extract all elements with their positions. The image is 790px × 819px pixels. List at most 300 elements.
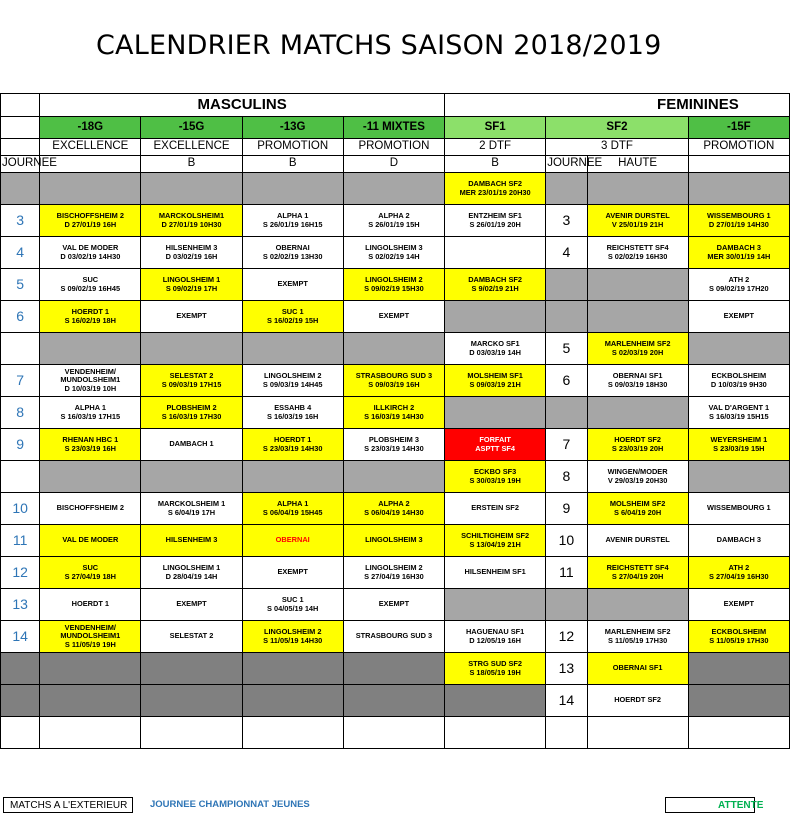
journee-number [546, 717, 587, 749]
match-date: S 18/05/19 19H [469, 667, 521, 677]
journee-row [1, 589, 790, 621]
match-cell [688, 717, 789, 749]
journee-number: 5 [1, 269, 40, 301]
match-cell [141, 493, 242, 525]
match-team: REICHSTETT SF4 [606, 562, 669, 572]
journee-number: 3 [1, 205, 40, 237]
team-header: -13G [242, 117, 343, 139]
match-cell [688, 429, 789, 461]
match-date: S 02/03/19 20H [611, 347, 664, 357]
match-team: HOERDT SF2 [614, 434, 662, 444]
match-date: S 23/03/19 15H [713, 443, 765, 453]
match-team: AVENIR DURSTEL [605, 210, 670, 220]
match-cell [343, 237, 444, 269]
match-team: ECKBO SF3 [473, 466, 517, 476]
match-team: HILSENHEIM 3 [165, 242, 218, 252]
match-team: SUC [82, 562, 99, 572]
match-date: S 09/02/19 15H30 [364, 283, 424, 293]
match-cell [343, 301, 444, 333]
page-title: CALENDRIER MATCHS SAISON 2018/2019 [96, 30, 662, 61]
match-cell [242, 525, 343, 557]
match-team: PLOBSHEIM 3 [368, 434, 419, 444]
match-cell [242, 621, 343, 653]
match-date: MER 30/01/19 14H [707, 251, 771, 261]
match-team: WISSEMBOURG 1 [707, 210, 771, 220]
match-date: S 16/03/19 14H30 [364, 411, 424, 421]
match-cell [587, 237, 688, 269]
match-team: ESSAHB 4 [274, 402, 312, 412]
match-cell [242, 333, 343, 365]
journee-row [1, 365, 790, 397]
match-date: S 09/03/19 21H [469, 379, 521, 389]
journee-number [546, 589, 587, 621]
match-team: VAL DE MODER [62, 242, 119, 252]
journee-number: 8 [546, 461, 587, 493]
match-team: FORFAIT [479, 434, 511, 444]
match-team: ATH 2 [728, 562, 750, 572]
match-cell [587, 525, 688, 557]
match-cell [40, 333, 141, 365]
match-cell [688, 493, 789, 525]
match-cell [141, 685, 242, 717]
match-cell [445, 237, 546, 269]
match-cell [242, 717, 343, 749]
match-cell [141, 621, 242, 653]
match-cell [587, 269, 688, 301]
journee-number: 12 [1, 557, 40, 589]
match-date: D 12/05/19 16H [469, 635, 522, 645]
match-cell [40, 301, 141, 333]
match-cell [40, 429, 141, 461]
match-team: SCHILTIGHEIM SF2 [461, 530, 530, 540]
match-team: ALPHA 2 [378, 210, 410, 220]
match-team: WISSEMBOURG 1 [707, 503, 771, 513]
journee-number: 8 [1, 397, 40, 429]
match-date: S 26/01/19 15H [368, 219, 420, 229]
match-cell [40, 653, 141, 685]
match-cell [587, 429, 688, 461]
match-team: EXEMPT [176, 311, 207, 321]
match-date: S 9/02/19 21H [471, 283, 519, 293]
match-date: S 23/03/19 16H [64, 443, 117, 453]
match-cell [587, 301, 688, 333]
match-team: ECKBOLSHEIM [711, 370, 767, 380]
match-cell [445, 365, 546, 397]
match-date: D 03/03/19 14H [469, 347, 522, 357]
match-team: REICHSTETT SF4 [606, 242, 669, 252]
match-cell [141, 429, 242, 461]
match-cell [242, 269, 343, 301]
match-cell [141, 365, 242, 397]
match-cell [40, 685, 141, 717]
match-cell [242, 653, 343, 685]
journee-number: 4 [1, 237, 40, 269]
team-header: -15G [141, 117, 242, 139]
match-team: OBERNAI [275, 242, 310, 252]
match-cell [445, 589, 546, 621]
match-cell [445, 173, 546, 205]
match-team: WINGEN/MODER [607, 466, 668, 476]
journee-row [1, 493, 790, 525]
match-team: EXEMPT [723, 311, 755, 321]
match-date: S 09/02/19 17H [165, 283, 218, 293]
match-cell [242, 685, 343, 717]
match-cell [587, 461, 688, 493]
section-header-row [1, 94, 790, 117]
journee-number: 5 [546, 333, 587, 365]
match-date: S 27/04/19 20H [611, 571, 664, 581]
match-cell [587, 557, 688, 589]
match-date: S 11/05/19 17H30 [608, 635, 668, 645]
match-cell [445, 461, 546, 493]
match-team: MOLSHEIM SF2 [609, 498, 666, 508]
match-cell [445, 205, 546, 237]
match-team: OBERNAI [275, 535, 310, 545]
match-cell [688, 589, 789, 621]
division-label: EXCELLENCE [40, 139, 141, 156]
match-date: V 29/03/19 20H30 [607, 475, 668, 485]
match-date: MER 23/01/19 20H30 [459, 187, 531, 197]
journee-row [1, 205, 790, 237]
match-cell [242, 301, 343, 333]
match-cell [40, 269, 141, 301]
match-date: S 16/02/19 18H [64, 315, 117, 325]
pool-label: B [242, 156, 343, 173]
journee-row [1, 525, 790, 557]
pool-label: HAUTE [587, 156, 688, 173]
match-cell [141, 173, 242, 205]
match-cell [688, 525, 789, 557]
match-team: RHENAN HBC 1 [62, 434, 119, 444]
match-team: HOERDT 1 [71, 599, 110, 609]
match-team: WEYERSHEIM 1 [710, 434, 768, 444]
match-cell [242, 429, 343, 461]
match-date: S 11/05/19 14H30 [263, 635, 323, 645]
match-cell [688, 301, 789, 333]
match-team: ENTZHEIM SF1 [468, 210, 522, 220]
journee-number [1, 461, 40, 493]
journee-number: 14 [546, 685, 587, 717]
match-cell [40, 205, 141, 237]
journee-number: 10 [1, 493, 40, 525]
match-date: S 09/03/19 16H [368, 379, 420, 389]
match-cell [343, 429, 444, 461]
match-team: SELESTAT 2 [169, 631, 214, 641]
match-cell [141, 237, 242, 269]
match-team: HAGUENAU SF1 [465, 626, 525, 636]
match-team: ECKBOLSHEIM [711, 626, 767, 636]
journee-row [1, 653, 790, 685]
match-cell [242, 397, 343, 429]
journee-number: 11 [1, 525, 40, 557]
match-team: ILLKIRCH 2 [373, 402, 415, 412]
journee-number: 7 [546, 429, 587, 461]
match-cell [343, 173, 444, 205]
match-cell [445, 557, 546, 589]
match-team: OBERNAI SF1 [612, 663, 663, 673]
match-cell [141, 397, 242, 429]
match-cell [141, 717, 242, 749]
journee-label: JOURNEE [546, 156, 587, 173]
journee-number: 6 [546, 365, 587, 397]
journee-number: 13 [546, 653, 587, 685]
match-date: S 02/02/19 13H30 [262, 251, 323, 261]
match-date: S 6/04/19 20H [613, 507, 662, 517]
match-team: LINGOLSHEIM 2 [365, 274, 423, 284]
match-cell [587, 365, 688, 397]
match-cell [40, 717, 141, 749]
journee-row [1, 685, 790, 717]
match-date: S 16/03/19 15H15 [709, 411, 769, 421]
pool-row [1, 156, 790, 173]
pool-label: B [445, 156, 546, 173]
match-date: S 02/02/19 14H [368, 251, 420, 261]
match-cell [445, 301, 546, 333]
match-cell [242, 173, 343, 205]
match-date: S 26/01/19 16H15 [262, 219, 323, 229]
journee-number [546, 301, 587, 333]
match-date: ASPTT SF4 [475, 443, 516, 453]
match-cell [242, 461, 343, 493]
pool-label: B [141, 156, 242, 173]
match-date: S 11/05/19 17H30 [709, 635, 769, 645]
match-cell [688, 653, 789, 685]
journee-row [1, 269, 790, 301]
match-team: HILSENHEIM 3 [165, 535, 218, 545]
division-label: PROMOTION [242, 139, 343, 156]
match-cell [688, 269, 789, 301]
match-team: ALPHA 2 [378, 498, 410, 508]
match-cell [445, 397, 546, 429]
match-date: S 09/03/19 17H15 [161, 379, 222, 389]
journee-row [1, 429, 790, 461]
journee-row [1, 461, 790, 493]
division-label: PROMOTION [343, 139, 444, 156]
match-team: STRASBOURG SUD 3 [355, 631, 433, 641]
journee-number: 3 [546, 205, 587, 237]
division-label: 2 DTF [445, 139, 546, 156]
match-cell [40, 173, 141, 205]
journee-row [1, 621, 790, 653]
match-cell [688, 621, 789, 653]
journee-number: 9 [1, 429, 40, 461]
match-cell [242, 493, 343, 525]
match-cell [40, 557, 141, 589]
match-date: D 03/02/19 16H [165, 251, 218, 261]
match-team: LINGOLSHEIM 3 [365, 242, 423, 252]
match-date: S 23/03/19 20H [611, 443, 664, 453]
journee-number: 13 [1, 589, 40, 621]
match-cell [445, 269, 546, 301]
match-team: HILSENHEIM SF1 [464, 567, 526, 577]
journee-row [1, 237, 790, 269]
match-date: S 16/03/19 16H [267, 411, 319, 421]
match-team: VAL DE MODER [62, 535, 119, 545]
match-team: DAMBACH SF2 [468, 274, 523, 284]
match-date: S 27/04/19 18H [64, 571, 117, 581]
match-cell [587, 621, 688, 653]
match-cell [141, 205, 242, 237]
match-cell [141, 557, 242, 589]
match-cell [141, 653, 242, 685]
legend-journee-jeunes: JOURNEE CHAMPIONNAT JEUNES [150, 799, 310, 810]
match-team: ALPHA 1 [277, 498, 309, 508]
match-cell [587, 717, 688, 749]
match-team: SUC [82, 274, 99, 284]
match-team: SELESTAT 2 [169, 370, 214, 380]
team-header: -15F [688, 117, 789, 139]
match-cell [688, 333, 789, 365]
schedule-table [0, 93, 790, 749]
section-feminines: FEMININES [445, 94, 790, 117]
match-cell [688, 237, 789, 269]
match-team: ALPHA 1 [277, 210, 309, 220]
match-team: EXEMPT [277, 279, 308, 289]
match-cell [587, 397, 688, 429]
match-date: D 28/04/19 14H [165, 571, 218, 581]
journee-number [546, 269, 587, 301]
match-cell [242, 589, 343, 621]
match-date: S 13/04/19 21H [469, 539, 521, 549]
match-team: DAMBACH 1 [169, 439, 214, 449]
match-cell [343, 621, 444, 653]
match-date: D 27/01/19 16H [64, 219, 117, 229]
journee-number [546, 397, 587, 429]
match-date: S 11/05/19 19H [64, 639, 116, 649]
match-cell [40, 493, 141, 525]
match-team: BISCHOFFSHEIM 2 [56, 210, 124, 220]
match-team: ERSTEIN SF2 [471, 503, 519, 513]
journee-number: 11 [546, 557, 587, 589]
match-cell [587, 589, 688, 621]
match-cell [242, 237, 343, 269]
match-date: S 6/04/19 17H [167, 507, 216, 517]
match-team: BISCHOFFSHEIM 2 [56, 503, 124, 513]
match-team: LINGOLSHEIM 2 [263, 626, 322, 636]
match-date: S 09/02/19 16H45 [60, 283, 121, 293]
match-team: SUC 1 [281, 594, 304, 604]
division-label: PROMOTION [688, 139, 789, 156]
match-cell [40, 397, 141, 429]
match-cell [343, 269, 444, 301]
match-cell [343, 333, 444, 365]
match-cell [587, 493, 688, 525]
match-team: OBERNAI SF1 [612, 370, 663, 380]
match-cell [343, 589, 444, 621]
match-team: MARCKO SF1 [470, 338, 520, 348]
match-cell [343, 461, 444, 493]
match-team: EXEMPT [378, 599, 410, 609]
section-masculins: MASCULINS [40, 94, 445, 117]
match-team: LINGOLSHEIM 1 [162, 274, 221, 284]
team-header: -18G [40, 117, 141, 139]
team-header-row [1, 117, 790, 139]
division-label: 3 DTF [546, 139, 688, 156]
match-team: SUC 1 [281, 306, 304, 316]
match-team: EXEMPT [378, 311, 410, 321]
match-date: S 27/04/19 16H30 [709, 571, 769, 581]
match-cell [587, 173, 688, 205]
match-cell [242, 205, 343, 237]
match-cell [688, 173, 789, 205]
match-cell [40, 237, 141, 269]
match-cell [445, 717, 546, 749]
match-cell [343, 717, 444, 749]
match-cell [688, 461, 789, 493]
match-cell [343, 397, 444, 429]
match-date: V 25/01/19 21H [611, 219, 664, 229]
match-cell [141, 461, 242, 493]
match-cell [242, 557, 343, 589]
match-date: S 23/03/19 14H30 [262, 443, 323, 453]
division-label: EXCELLENCE [141, 139, 242, 156]
legend-attente: ATTENTE [665, 797, 755, 813]
journee-number: 7 [1, 365, 40, 397]
journee-number [546, 173, 587, 205]
match-team: LINGOLSHEIM 2 [263, 370, 322, 380]
match-cell [587, 685, 688, 717]
match-team: HOERDT 1 [71, 306, 110, 316]
match-team: MARCKOLSHEIM1 [158, 210, 225, 220]
match-team: HOERDT SF2 [614, 695, 662, 705]
match-team: VENDENHEIM/ MUNDOLSHEIM1 [60, 622, 121, 641]
journee-number: 4 [546, 237, 587, 269]
match-date: S 30/03/19 19H [469, 475, 521, 485]
journee-number: 12 [546, 621, 587, 653]
match-cell [445, 621, 546, 653]
match-date: S 26/01/19 20H [469, 219, 521, 229]
match-team: EXEMPT [277, 567, 308, 577]
match-cell [343, 365, 444, 397]
match-cell [141, 301, 242, 333]
match-date: S 09/03/19 14H45 [262, 379, 323, 389]
match-cell [343, 653, 444, 685]
match-cell [343, 205, 444, 237]
match-date: S 16/03/19 17H30 [161, 411, 222, 421]
team-header: SF1 [445, 117, 546, 139]
match-team: MOLSHEIM SF1 [467, 370, 523, 380]
pool-label: D [343, 156, 444, 173]
match-cell [242, 365, 343, 397]
match-cell [40, 365, 141, 397]
match-cell [688, 365, 789, 397]
journee-number: 14 [1, 621, 40, 653]
match-team: VENDENHEIM/ MUNDOLSHEIM1 [60, 366, 121, 385]
match-date: S 09/03/19 18H30 [607, 379, 668, 389]
match-team: STRG SUD SF2 [468, 658, 523, 668]
match-date: D 27/01/19 14H30 [708, 219, 769, 229]
match-cell [141, 525, 242, 557]
match-cell [40, 621, 141, 653]
journee-number [1, 173, 40, 205]
match-date: S 02/02/19 16H30 [607, 251, 668, 261]
journee-row [1, 333, 790, 365]
match-date: D 03/02/19 14H30 [60, 251, 121, 261]
journee-number [1, 333, 40, 365]
match-date: S 16/03/19 17H15 [60, 411, 121, 421]
team-header: -11 MIXTES [343, 117, 444, 139]
match-team: ALPHA 1 [74, 402, 106, 412]
journee-number [1, 685, 40, 717]
match-date: S 16/02/19 15H [267, 315, 319, 325]
match-cell [688, 557, 789, 589]
match-cell [445, 493, 546, 525]
match-cell [587, 333, 688, 365]
match-date: D 10/03/19 9H30 [710, 379, 767, 389]
match-cell [343, 685, 444, 717]
match-cell [343, 525, 444, 557]
match-team: DAMBACH SF2 [468, 178, 523, 188]
